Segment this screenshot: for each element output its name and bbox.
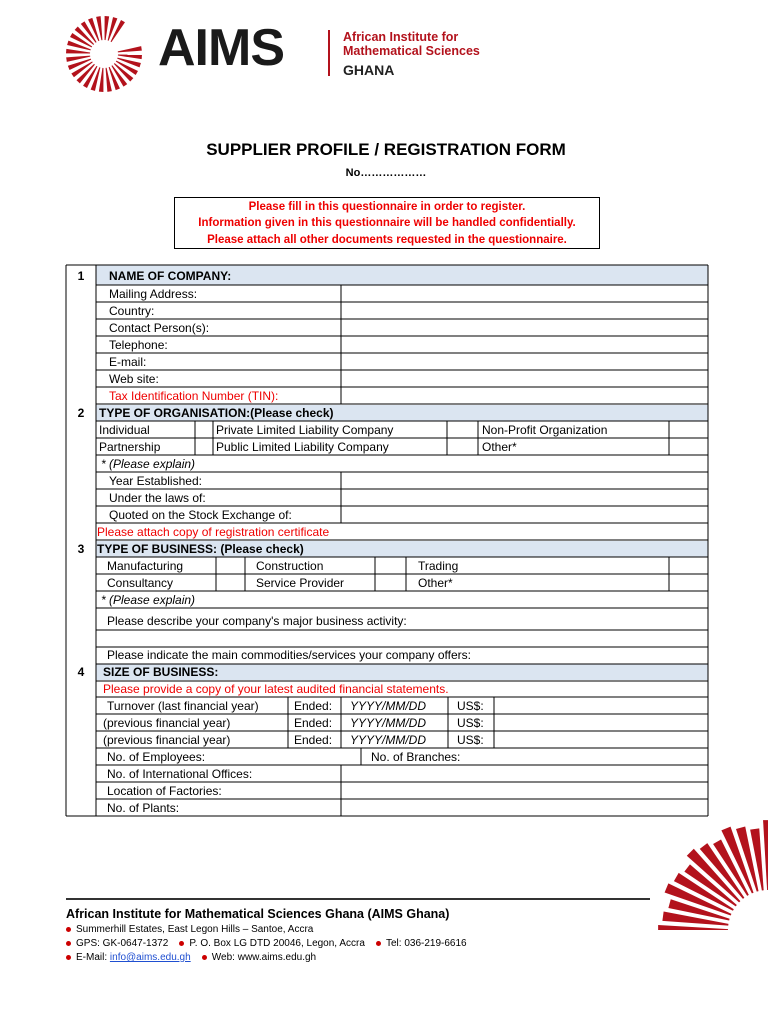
option-consultancy: Consultancy [107, 576, 174, 590]
section-number: 4 [77, 665, 85, 679]
notice-line: Information given in this questionnaire will be handled confidentially. [198, 217, 576, 230]
section-number: 1 [77, 269, 85, 283]
footer-web-line [66, 951, 316, 964]
field-label-stock-exchange: Quoted on the Stock Exchange of: [109, 508, 292, 522]
bullet-icon [66, 955, 71, 960]
bullet-icon [66, 941, 71, 946]
turnover-label: Turnover (last financial year) [107, 699, 259, 713]
bullet-icon [179, 941, 184, 946]
bullet-icon [202, 955, 207, 960]
section-title: NAME OF COMPANY: [109, 269, 232, 283]
date-placeholder: YYYY/MM/DD [350, 699, 427, 713]
footer-tel: Tel: 036-219-6616 [386, 938, 467, 949]
ended-label: Ended: [294, 699, 333, 713]
footer-web: Web: www.aims.edu.gh [211, 952, 317, 963]
aims-arc-decoration-icon [648, 820, 768, 930]
ended-label: Ended: [294, 733, 333, 747]
option-partnership: Partnership [99, 440, 161, 454]
turnover-label: (previous financial year) [103, 716, 231, 730]
footer-po-box: P. O. Box LG DTD 20046, Legon, Accra [189, 938, 365, 949]
field-label-plants: No. of Plants: [107, 801, 180, 815]
option-construction: Construction [256, 559, 324, 573]
bullet-icon [376, 941, 381, 946]
currency-label: US$: [457, 733, 484, 747]
option-other: Other* [418, 576, 453, 590]
field-label-employees: No. of Employees: [107, 750, 206, 764]
section-number: 3 [77, 542, 85, 556]
option-individual: Individual [99, 423, 150, 437]
date-placeholder: YYYY/MM/DD [350, 716, 427, 730]
institute-name-line2: Mathematical Sciences [343, 44, 480, 58]
explain-note: * (Please explain) [101, 593, 196, 607]
currency-label: US$: [457, 699, 484, 713]
field-label-contact-person: Contact Person(s): [109, 321, 210, 335]
financial-statements-note: Please provide a copy of your latest audited financial statements. [103, 682, 449, 696]
footer-title: African Institute for Mathematical Sciences Ghana (AIMS Ghana) [66, 907, 450, 921]
section-title: TYPE OF ORGANISATION:(Please check) [99, 406, 334, 420]
footer-email-label: E-Mail: [76, 952, 108, 963]
option-service-provider: Service Provider [256, 576, 345, 590]
field-label-website: Web site: [109, 372, 159, 386]
section-number: 2 [77, 406, 85, 420]
footer-gps: GPS: GK-0647-1372 [76, 938, 169, 949]
option-other: Other* [482, 440, 517, 454]
field-label-telephone: Telephone: [109, 338, 168, 352]
option-manufacturing: Manufacturing [107, 559, 184, 573]
turnover-label: (previous financial year) [103, 733, 231, 747]
field-label-year-established: Year Established: [109, 474, 202, 488]
field-label-country: Country: [109, 304, 155, 318]
footer-rule [66, 898, 650, 900]
notice-line: Please attach all other documents requested in the questionnaire. [207, 233, 567, 246]
footer-address: Summerhill Estates, East Legon Hills – Santoe, Accra [66, 923, 313, 936]
field-label-tin: Tax Identification Number (TIN): [109, 389, 279, 403]
footer-email-link[interactable]: info@aims.edu.gh [109, 952, 191, 963]
option-trading: Trading [418, 559, 459, 573]
section-title: TYPE OF BUSINESS: (Please check) [97, 542, 304, 556]
explain-note: * (Please explain) [101, 457, 196, 471]
ended-label: Ended: [294, 716, 333, 730]
notice-line: Please fill in this questionnaire in order to register. [248, 201, 526, 213]
form-title: SUPPLIER PROFILE / REGISTRATION FORM [206, 140, 566, 159]
institute-country: GHANA [343, 62, 395, 78]
currency-label: US$: [457, 716, 484, 730]
logo-wordmark: AIMS [158, 19, 284, 77]
commodities-prompt: Please indicate the main commodities/services your company offers: [107, 648, 471, 662]
field-label-email: E-mail: [109, 355, 147, 369]
field-label-laws: Under the laws of: [109, 491, 206, 505]
field-label-branches: No. of Branches: [371, 750, 461, 764]
option-public-limited: Public Limited Liability Company [216, 440, 389, 454]
option-private-limited: Private Limited Liability Company [216, 423, 394, 437]
form-number: No……………… [345, 167, 427, 179]
footer-contact-line [66, 937, 467, 950]
date-placeholder: YYYY/MM/DD [350, 733, 427, 747]
section-title: SIZE OF BUSINESS: [103, 665, 219, 679]
field-label-mailing-address: Mailing Address: [109, 287, 198, 301]
describe-activity-prompt: Please describe your company's major business activity: [107, 614, 407, 628]
attach-certificate-note: Please attach copy of registration certificate [97, 525, 330, 539]
field-label-international-offices: No. of International Offices: [107, 767, 253, 781]
bullet-icon [66, 927, 71, 932]
field-label-factories: Location of Factories: [107, 784, 222, 798]
option-non-profit: Non-Profit Organization [482, 423, 608, 437]
institute-name-line1: African Institute for [343, 30, 459, 44]
